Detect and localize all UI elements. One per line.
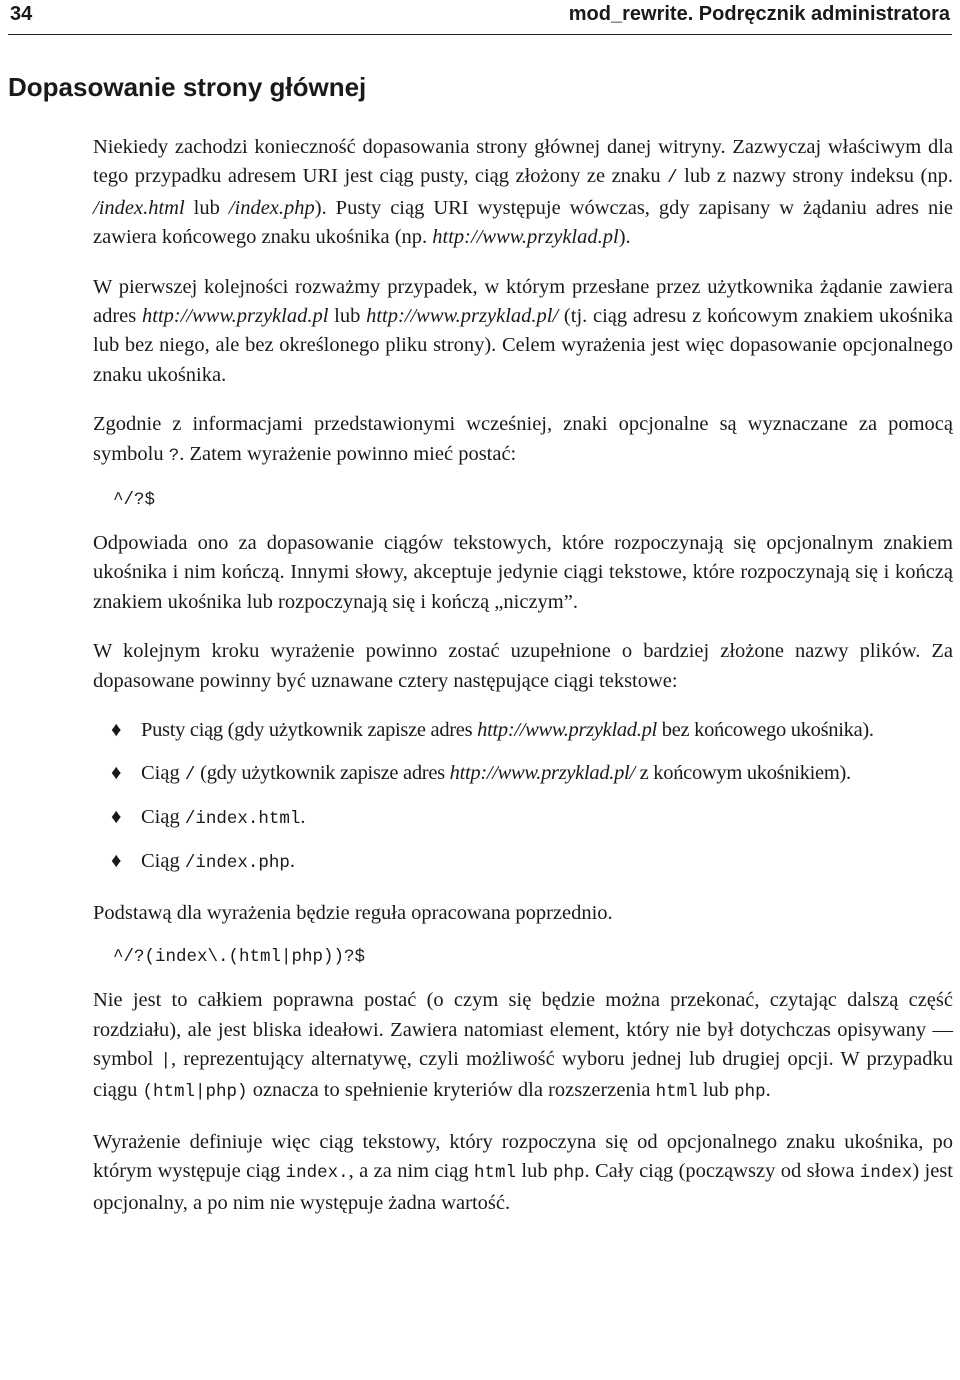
- bullet-list: [93, 716, 953, 879]
- paragraph: Zgodnie z informacjami przedstawionymi wcześniej, znaki opcjonalne są wyznaczane za pomocą symbolu ?. Zatem wyrażenie powinno mieć postać:: [93, 413, 953, 466]
- paragraph: W pierwszej kolejności rozważmy przypadek, w którym przesłane przez użytkownika żądanie zawiera adres http://www.przyklad.pl lub http://www.przyklad.pl/ (tj. ciąg adresu z końcowym znakiem ukośnika lub bez niego, ale bez określonego pliku strony). Celem wyrażenia jest więc dopasowanie opcjonalnego znaku ukośnika.: [93, 275, 953, 386]
- page-number: 34: [10, 3, 33, 25]
- paragraph: W kolejnym kroku wyrażenie powinno zostać uzupełnione o bardziej złożone nazwy plików. Za dopasowane powinny być uznawane cztery następujące ciągi tekstowe:: [93, 640, 953, 692]
- body-text: [93, 133, 953, 1238]
- running-title: mod_rewrite. Podręcznik administratora: [568, 3, 950, 25]
- paragraph: Niekiedy zachodzi konieczność dopasowania strony głównej danej witryny. Zazwyczaj właściwym dla tego przypadku adresem URI jest ciąg pusty, ciąg złożony ze znaku / lub z nazwy strony indeksu (np. /index.html lub /index.php). Pusty ciąg URI występuje wówczas, gdy zapisany w żądaniu adres nie zawiera końcowego znaku ukośnika (np. http://www.przyklad.pl).: [93, 136, 953, 249]
- paragraph: Podstawą dla wyrażenia będzie reguła opracowana poprzednio.: [93, 901, 613, 924]
- code-block: ^/?$: [113, 490, 156, 511]
- list-item: ♦ Ciąg /index.php.: [93, 847, 953, 878]
- list-item: ♦ Pusty ciąg (gdy użytkownik zapisze adres http://www.przyklad.pl bez końcowego ukośnika).: [93, 716, 953, 745]
- list-item: ♦ Ciąg / (gdy użytkownik zapisze adres http://www.przyklad.pl/ z końcowym ukośnikiem).: [93, 759, 953, 790]
- section-title: Dopasowanie strony głównej: [8, 72, 367, 102]
- paragraph: Wyrażenie definiuje więc ciąg tekstowy, który rozpoczyna się od opcjonalnego znaku ukośnika, po którym występuje ciąg index., a za nim ciąg html lub php. Cały ciąg (począwszy od słowa index) jest opcjonalny, a po nim nie występuje żadna wartość.: [93, 1130, 953, 1214]
- diamond-bullet-icon: ♦: [111, 719, 122, 742]
- diamond-bullet-icon: ♦: [111, 761, 122, 784]
- diamond-bullet-icon: ♦: [111, 850, 122, 873]
- list-item: ♦ Ciąg /index.html.: [93, 803, 953, 834]
- page-header: [8, 0, 952, 35]
- diamond-bullet-icon: ♦: [111, 805, 122, 828]
- paragraph: Nie jest to całkiem poprawna postać (o czym się będzie można przekonać, czytając dalszą część rozdziału), ale jest bliska ideałowi. Zawiera natomiast element, który nie był dotychczas opisywany — symbol |, reprezentujący alternatywę, czyli możliwość wyboru jednej lub drugiej opcji. W przypadku ciągu (html|php) oznacza to spełnienie kryteriów dla rozszerzenia html lub php.: [93, 989, 953, 1103]
- paragraph: Odpowiada ono za dopasowanie ciągów tekstowych, które rozpoczynają się opcjonalnym znakiem ukośnika i nim kończą. Innymi słowy, akceptuje jedynie ciągi tekstowe, które rozpoczynają się i kończą znakiem ukośnika lub rozpoczynają się i kończą „niczym”.: [93, 532, 953, 613]
- code-block: ^/?(index\.(html|php))?$: [113, 947, 366, 968]
